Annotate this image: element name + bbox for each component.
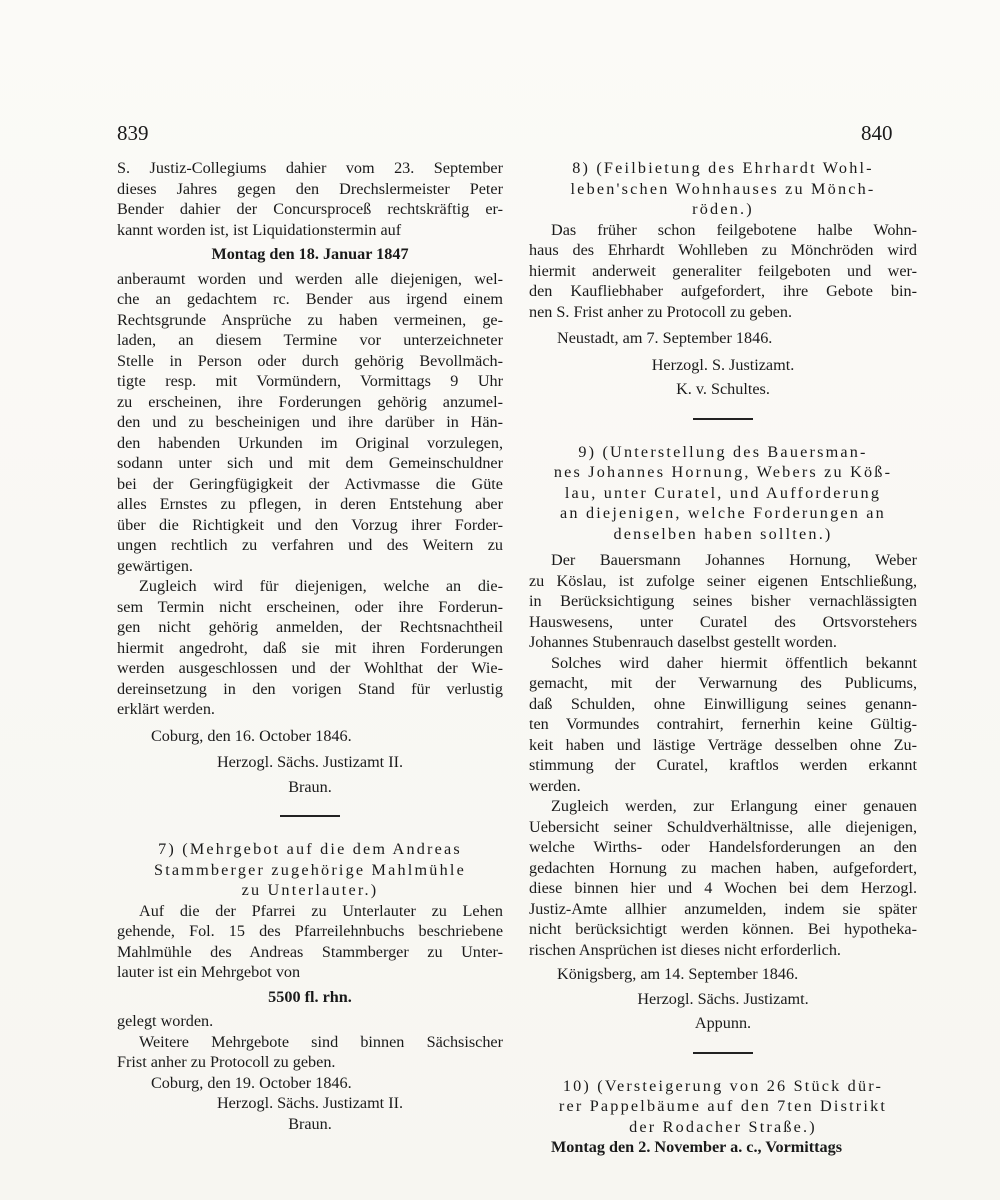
text-line: Frist anher zu Protocoll zu geben. [117, 1053, 336, 1071]
place-date: Königsberg, am 14. September 1846. [557, 965, 799, 983]
text-line: anberaumt worden und werden alle diejenigen, wel- [117, 269, 503, 288]
notice-heading: lau, unter Curatel, und Aufforderung [564, 483, 882, 502]
section-divider [693, 1052, 753, 1054]
text-line: diese binnen hier und 4 Wochen bei dem Herzogl. [529, 879, 917, 897]
text-line: rischen Ansprüchen ist dieses nicht erforderlich. [529, 940, 841, 959]
text-line: Bender dahier der Concursproceß rechtskräftig er- [117, 200, 503, 218]
text-line: den Kaufliebhaber aufgefordert, ihre Gebote bin- [529, 282, 917, 300]
place-date: Neustadt, am 7. September 1846. [557, 329, 773, 347]
hearing-date: Montag den 18. Januar 1847 [211, 245, 409, 263]
text-line: sem Termin nicht erscheinen, oder ihre Forderun- [117, 597, 503, 616]
text-line: gelegt worden. [117, 1012, 214, 1030]
authority: Herzogl. S. Justizamt. [651, 355, 795, 374]
place-date: Coburg, den 16. October 1846. [151, 726, 352, 745]
notice-heading: zu Unterlauter.) [241, 881, 379, 899]
notice-heading: der Rodacher Straße.) [629, 1117, 817, 1136]
text-line: gemacht, mit der Verwarnung des Publicums, [529, 674, 917, 692]
text-line: kannt worden ist, ist Liquidationstermin auf [117, 220, 402, 239]
notice-heading: 10) (Versteigerung von 26 Stück dür- [562, 1076, 884, 1095]
section-divider [280, 815, 340, 817]
text-line: werden ausgeschlossen und der Wohlthat der Wie- [117, 659, 503, 677]
text-line: werden. [529, 776, 581, 795]
text-line: den habenden Urkunden im Original vorzulegen, [117, 433, 503, 452]
text-line: gewärtigen. [117, 556, 193, 575]
place-date: Coburg, den 19. October 1846. [151, 1073, 352, 1092]
notice-heading: 8) (Feilbietung des Ehrhardt Wohl- [572, 159, 874, 177]
text-line: gehende, Fol. 15 des Pfarreilehnbuchs beschriebene [117, 922, 503, 940]
text-line: Hauswesens, unter Curatel des Ortsvorstehers [529, 612, 917, 631]
text-line: Zugleich werden, zur Erlangung einer genauen [551, 797, 917, 815]
notice-heading: rer Pappelbäume auf den 7ten Distrikt [558, 1097, 888, 1115]
text-line: che an gedachtem rc. Bender aus irgend einem [117, 290, 503, 308]
page-number-left: 839 [117, 121, 149, 145]
left-column [117, 158, 503, 1134]
notice-heading: Stammberger zugehörige Mahlmühle [154, 860, 466, 879]
signature: K. v. Schultes. [676, 380, 770, 398]
text-line: keit haben und lästige Verträge desselben ohne Zu- [529, 735, 917, 754]
notice-heading: denselben haben sollten.) [613, 524, 833, 543]
amount: 5500 fl. rhn. [268, 987, 352, 1006]
text-line: Justiz-Amte allhier anzumelden, indem sie später [529, 899, 917, 918]
text-line: erklärt werden. [117, 700, 215, 718]
text-line: Johannes Stubenrauch daselbst gestellt worden. [529, 633, 837, 651]
text-line: ungen rechtlich zu verfahren und des Weitern zu [117, 536, 503, 554]
notice-heading: röden.) [692, 200, 754, 218]
text-line: bei der Geringfügigkeit der Activmasse die Güte [117, 474, 503, 493]
text-line: stimmung der Curatel, kraftlos werden erkannt [529, 756, 917, 774]
notice-heading: 7) (Mehrgebot auf die dem Andreas [158, 840, 462, 858]
text-line: gedachten Hornung zu machen haben, aufgefordert, [529, 858, 917, 877]
authority: Herzogl. Sächs. Justizamt II. [216, 753, 404, 771]
text-line: dieses Jahres gegen den Drechslermeister Peter [117, 179, 503, 198]
text-line: Mahlmühle des Andreas Stammberger zu Unter- [117, 942, 503, 961]
text-line: Montag den 2. November a. c., Vormittags [551, 1138, 843, 1156]
text-line: zu erscheinen, ihre Forderungen gehörig anzumel- [117, 392, 503, 411]
text-line: Solches wird daher hiermit öffentlich bekannt [551, 653, 917, 672]
text-line: dereinsetzung in den vorigen Stand für verlustig [117, 679, 503, 698]
text-line: nen S. Frist anher zu Protocoll zu geben. [529, 302, 792, 321]
text-line: daß Schulden, ohne Einwilligung seines genann- [529, 694, 917, 713]
notice-heading: leben'schen Wohnhauses zu Mönch- [570, 179, 876, 198]
signature: Braun. [288, 1114, 332, 1133]
section-divider [693, 418, 753, 420]
text-line: haus des Ehrhardt Wohlleben zu Mönchröden wird [529, 241, 917, 259]
authority: Herzogl. Sächs. Justizamt. [637, 989, 809, 1008]
right-column [529, 158, 917, 1158]
text-line: tigte resp. mit Vormündern, Vormittags 9 Uhr [117, 372, 503, 390]
text-line: Das früher schon feilgebotene halbe Wohn- [551, 220, 917, 239]
text-line: gen nicht gehörig anmelden, der Rechtsnachtheil [117, 618, 503, 636]
text-line: welche Wirths- oder Handelsforderungen an den [529, 838, 917, 856]
notice-heading: an diejenigen, welche Forderungen an [560, 504, 886, 522]
notice-heading: nes Johannes Hornung, Webers zu Köß- [553, 463, 893, 481]
text-line: über die Richtigkeit und den Vorzug ihrer Forder- [117, 515, 503, 534]
text-line: in Berücksichtigung seines bisher vernachlässigten [529, 592, 917, 610]
text-line: lauter ist ein Mehrgebot von [117, 963, 301, 981]
text-line: zu Köslau, ist zufolge seiner eigenen Entschließung, [529, 571, 917, 590]
signature: Braun. [288, 777, 332, 796]
notice-heading: 9) (Unterstellung des Bauersman- [578, 442, 868, 461]
text-line: laden, an diesem Termine vor unterzeichneter [117, 331, 503, 349]
text-line: nicht berücksichtigt werden können. Bei hypotheka- [529, 920, 917, 938]
text-line: Uebersicht seiner Schuldverhältnisse, alle diejenigen, [529, 817, 917, 836]
text-line: ten Vormundes contrahirt, fernerhin keine Gültig- [529, 715, 917, 733]
text-line: Weitere Mehrgebote sind binnen Sächsischer [139, 1032, 503, 1051]
text-line: Auf die der Pfarrei zu Unterlauter zu Lehen [139, 901, 503, 920]
text-line: alles Ernstes zu pflegen, in deren Entstehung aber [117, 495, 503, 513]
text-line: sodann unter sich und mit dem Gemeinschuldner [117, 454, 503, 472]
authority: Herzogl. Sächs. Justizamt II. [216, 1094, 404, 1112]
text-line: Rechtsgrunde Ansprüche zu haben vermeinen, ge- [117, 310, 503, 329]
text-line: hiermit angedroht, daß sie mit ihren Forderungen [117, 638, 503, 657]
text-line: Der Bauersmann Johannes Hornung, Weber [551, 551, 917, 569]
text-line: hiermit anderweit generaliter feilgeboten und wer- [529, 261, 917, 280]
text-line: Zugleich wird für diejenigen, welche an die- [139, 577, 503, 595]
page-number-right: 840 [861, 121, 893, 145]
signature: Appunn. [694, 1014, 752, 1032]
text-line: Stelle in Person oder durch gehörig Bevollmäch- [117, 351, 503, 370]
text-line: S. Justiz-Collegiums dahier vom 23. September [117, 159, 503, 177]
text-line: den und zu bescheinigen und ihre darüber in Hän- [117, 413, 503, 431]
